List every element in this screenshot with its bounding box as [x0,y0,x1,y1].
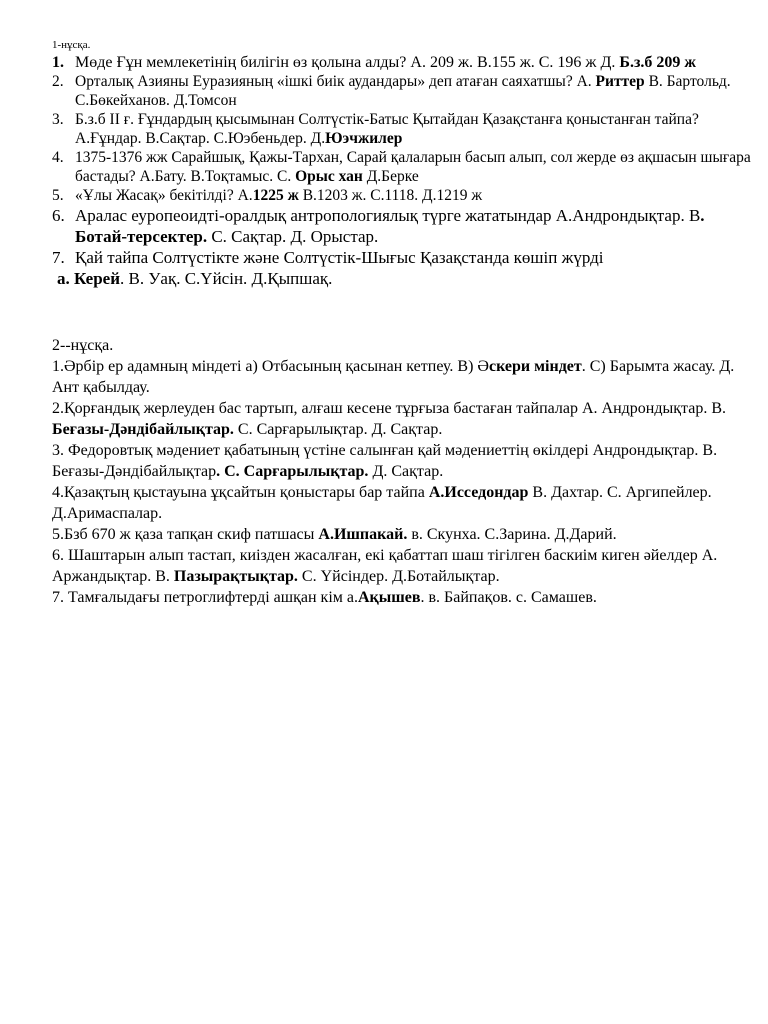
answer-highlight: Риттер [595,73,645,90]
question-body: Мөде Ғұн мемлекетінің билігін өз қолына алды? А. 209 ж. В.155 ж. С. 196 ж Д. [75,54,616,71]
question-number: 7. [52,248,65,267]
question-options: Д. Сақтар. [368,463,444,480]
variant-2-questions [52,335,742,608]
question-body: Аралас еуропеоидті-оралдық антропологиялық түрге жататындар А.Андрондықтар. В [75,206,701,225]
question-options: Д.Берке [362,168,419,185]
question-number: 6. [52,206,65,225]
answer-highlight: Пазырақтықтар. [173,568,298,585]
question-options: в. Скунха. С.Зарина. Д.Дарий. [407,526,617,543]
question-body: Орталық Азияны Еуразияның «ішкі биік аудандары» деп атаған саяхатшы? А. [75,73,592,90]
question-options: С. Сақтар. Д. Орыстар. [207,227,379,246]
question-4 [52,148,752,186]
question-body: 7. Тамғалыдағы петроглифтерді ашқан кім а. [52,589,358,606]
question-options: . В. Уақ. С.Үйсін. Д.Қыпшақ. [120,269,333,288]
answer-highlight: А.Ишпакай. [318,526,408,543]
question-1 [52,53,752,72]
question-options: . в. Байпақов. с. Самашев. [420,589,597,606]
question-text [75,53,752,72]
question-text: Қай тайпа Солтүстікте және Солтүстік-Шығыс Қазақстанда көшіп жүрді [75,248,604,267]
answer-highlight: . Ботай-терсектер. [75,206,705,246]
question-7 [52,247,752,268]
question-options: С. Сарғарылықтар. Д. Сақтар. [233,421,443,438]
question-body: «Ұлы Жасақ» бекітілді? А. [75,187,253,204]
question-2 [52,398,742,440]
question-text [75,186,752,205]
question-body: 3. Федоровтық мәдениет қабатының үстіне салынған қай мәдениеттің өкілдері Андрондықтар. В. Беғазы-Дәндібайлықтар [52,442,718,480]
answer-highlight: А.Исседондар [428,484,529,501]
answer-highlight: Беғазы-Дәндібайлықтар. [52,421,234,438]
question-text [75,205,752,247]
variant-2-title: 2--нұсқа. [52,337,114,354]
question-1 [52,356,742,398]
variant-1-questions [52,53,752,289]
question-text [75,72,752,110]
question-number: 2. [52,73,64,90]
answer-highlight: . С. Сарғарылықтар. [216,463,369,480]
answer-highlight: 1225 ж [252,187,299,204]
answer-highlight: Юэчжилер [325,130,403,147]
question-text [75,110,752,148]
question-body: 4.Қазақтың қыстауына ұқсайтын қоныстары бар тайпа [52,484,429,501]
question-number: 3. [52,111,64,128]
question-5 [52,186,752,205]
question-number: 4. [52,149,64,166]
question-7 [52,587,742,608]
question-2 [52,72,752,110]
question-options: С. Үйсіндер. Д.Ботайлықтар. [297,568,500,585]
answer-highlight: скери міндет [488,358,582,375]
answer-highlight: Б.з.б 209 ж [619,54,696,71]
question-3 [52,440,742,482]
question-options: В.1203 ж. С.1118. Д.1219 ж [298,187,483,204]
question-number: 5. [52,187,64,204]
question-6 [52,545,742,587]
answer-highlight: а. Керей [57,269,121,288]
question-body: 1.Әрбір ер адамның міндеті а) Отбасының қасынан кетпеу. В) Ә [52,358,489,375]
question-text [75,148,752,186]
question-options: В. Бартольд. С.Бөкейханов. Д.Томсон [75,73,731,109]
question-options: В. Дахтар. С. Аргипейлер. Д.Аримаспалар. [52,484,712,522]
question-5 [52,524,742,545]
question-4 [52,482,742,524]
question-body: 1375-1376 жж Сарайшық, Қажы-Тархан, Сарай қалаларын басып алып, сол жерде өз ақшасын шығара бастады? А.Бату. В.Тоқтамыс. С. [75,149,751,185]
question-body: 2.Қорғандық жерлеуден бас тартып, алғаш кесене тұрғыза бастаған тайпалар А. Андрондықтар. В. [52,400,726,417]
question-3 [52,110,752,148]
question-options: . С) Барымта жасау. Д. Ант қабылдау. [52,358,735,396]
answer-highlight: Орыс хан [295,168,363,185]
question-body: 6. Шаштарын алып тастап, киізден жасалған, екі қабаттап шаш тігілген баскиім киген әйелдер А. Аржандықтар. В. [52,547,718,585]
question-6 [52,205,752,247]
question-7-options [52,268,752,289]
question-body: Б.з.б II ғ. Ғұндардың қысымынан Солтүстік-Батыс Қытайдан Қазақстанға қоныстанған тайпа? А.Ғұндар. В.Сақтар. С.Юэбеньдер. Д. [75,111,699,147]
answer-highlight: Ақышев [357,589,421,606]
question-body: 5.Бзб 670 ж қаза тапқан скиф патшасы [52,526,319,543]
variant-1-title: 1-нұсқа. [52,39,91,51]
question-number: 1. [52,54,64,71]
